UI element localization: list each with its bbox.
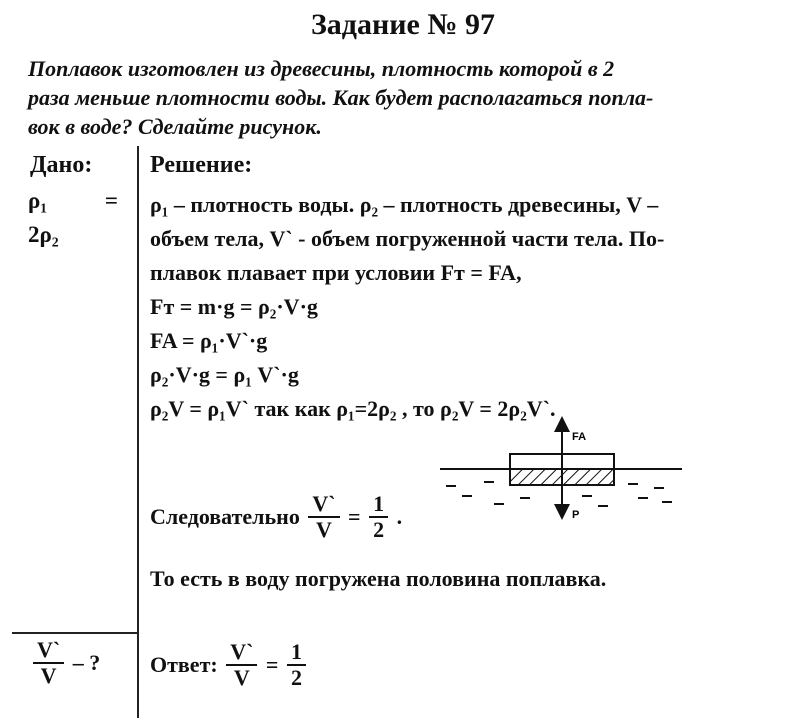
solution-line: ρ₂·V·g = ρ₁ V`·g — [150, 362, 299, 387]
equals-sign: = — [265, 652, 279, 677]
find-expression — [30, 638, 100, 688]
condition-line: Поплавок изготовлен из древесины, плотность которой в 2 — [28, 56, 615, 81]
solution-line: ρ₁ – плотность воды. ρ₂ – плотность древесины, V – — [150, 192, 659, 217]
given-equals: = — [104, 188, 118, 213]
solution-heading: Решение: — [150, 152, 253, 178]
find-fraction — [33, 638, 64, 688]
solution-line: Fт = m·g = ρ₂·V·g — [150, 294, 318, 319]
conclusion-label: Следовательно — [150, 504, 300, 529]
conclusion-fraction-left — [308, 492, 339, 542]
find-question: – ? — [72, 650, 101, 675]
fraction-numerator: 1 — [369, 492, 388, 518]
conclusion-fraction-right — [369, 492, 388, 542]
horizontal-divider — [12, 632, 138, 634]
period: . — [396, 504, 403, 529]
fraction-numerator: V` — [226, 640, 257, 666]
given-line-1 — [28, 188, 118, 214]
weight-force-label: P — [572, 509, 580, 521]
condition-line: вок в воде? Сделайте рисунок. — [28, 114, 322, 139]
given-heading: Дано: — [30, 152, 93, 178]
buoyant-force-label: FA — [572, 431, 587, 443]
solution-line: ρ₂V = ρ₁V` так как ρ₁=2ρ₂ , то ρ₂V = 2ρ₂V`. — [150, 396, 556, 421]
conclusion-line — [150, 492, 402, 542]
problem-condition — [28, 54, 778, 141]
page-title: Задание № 97 — [310, 8, 496, 41]
fraction-denominator: V — [233, 665, 250, 690]
condition-line: раза меньше плотности воды. Как будет располагаться попла- — [28, 85, 654, 110]
fraction-denominator: V — [40, 663, 57, 688]
solution-line: FA = ρ₁·V`·g — [150, 328, 268, 353]
answer-label: Ответ: — [150, 652, 218, 677]
fraction-numerator: V` — [308, 492, 339, 518]
fraction-denominator: 2 — [373, 517, 385, 542]
given-line-2: 2ρ₂ — [28, 222, 59, 247]
fraction-numerator: V` — [33, 638, 64, 664]
equals-sign: = — [348, 504, 361, 529]
fraction-denominator: V — [315, 517, 332, 542]
answer-fraction-left — [226, 640, 257, 690]
float-diagram — [432, 412, 692, 532]
fraction-numerator: 1 — [287, 640, 306, 666]
solution-body — [150, 188, 664, 426]
answer-line — [150, 640, 309, 690]
answer-fraction-right — [287, 640, 306, 690]
solution-line: объем тела, V` - объем погруженной части тела. По- — [150, 226, 665, 251]
final-statement: То есть в воду погружена половина поплавка. — [150, 566, 607, 591]
solution-line: плавок плавает при условии Fт = FA, — [150, 260, 522, 285]
given-rho1: ρ₁ — [28, 188, 48, 213]
fraction-denominator: 2 — [290, 665, 302, 690]
